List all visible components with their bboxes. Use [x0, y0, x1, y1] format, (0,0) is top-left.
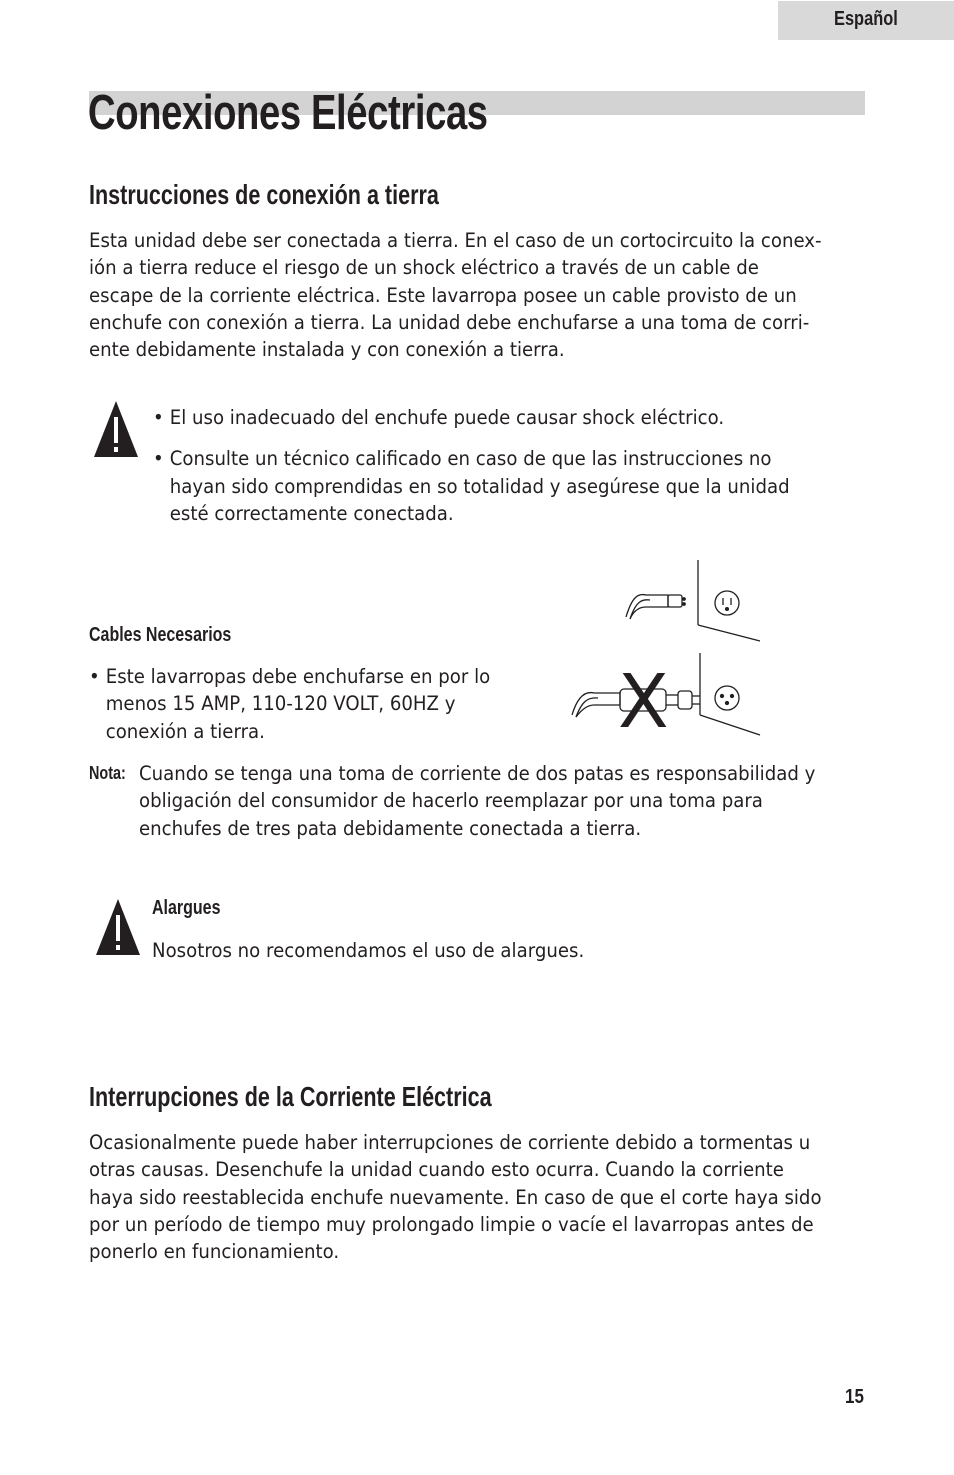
- language-tab: [778, 1, 954, 40]
- warning-triangle-icon: [92, 399, 140, 459]
- grounding-paragraph: [89, 227, 861, 363]
- note-line: enchufes de tres pata debidamente conectada a tierra.: [139, 816, 642, 840]
- grounding-line: ión a tierra reduce el riesgo de un shock eléctrico a través de un cable de: [89, 256, 759, 280]
- plug-outlet-illustration: [560, 555, 770, 740]
- page-title: Conexiones Eléctricas: [88, 86, 488, 140]
- note-paragraph: [139, 760, 864, 842]
- warning-triangle-icon: [94, 897, 142, 957]
- warning-list: [153, 404, 841, 527]
- note-line: Cuando se tenga una toma de corriente de dos patas es responsabilidad y: [139, 762, 816, 785]
- cables-bullet: [89, 663, 517, 745]
- interruptions-line: ponerlo en funcionamiento.: [89, 1240, 340, 1264]
- language-label: Español: [834, 8, 898, 30]
- grounding-line: ente debidamente instalada y con conexión a tierra.: [89, 338, 565, 362]
- interruptions-line: haya sido reestablecida enchufe nuevamente. En caso de que el corte haya sido: [89, 1185, 822, 1209]
- interruptions-line: otras causas. Desenchufe la unidad cuando esto ocurra. Cuando la corriente: [89, 1158, 784, 1182]
- extension-heading: Alargues: [152, 897, 221, 919]
- interruptions-line: por un período de tiempo muy prolongado limpie o vacíe el lavarropas antes de: [89, 1212, 814, 1236]
- cables-bullet-line: menos 15 AMP, 110-120 VOLT, 60HZ y: [105, 692, 456, 716]
- warning-bullet-line: • Consulte un técnico calificado en caso de que las instrucciones no: [169, 447, 772, 471]
- warning-bullet-text: El uso inadecuado del enchufe puede causar shock eléctrico.: [169, 406, 725, 429]
- grounding-line: Esta unidad debe ser conectada a tierra. En el caso de un cortocircuito la conex-: [89, 229, 822, 252]
- cables-bullet-line: conexión a tierra.: [105, 719, 265, 743]
- grounding-line: enchufe con conexión a tierra. La unidad debe enchufarse a una toma de corri-: [89, 310, 810, 334]
- wrong-mark: X: [618, 659, 669, 740]
- warning-bullet: [153, 404, 841, 431]
- cables-bullet-line: • Este lavarropas debe enchufarse en por lo: [105, 665, 491, 688]
- extension-text: Nosotros no recomendamos el uso de alargues.: [152, 939, 585, 962]
- note-label: Nota:: [89, 763, 126, 783]
- warning-bullet-line: hayan sido comprendidas en so totalidad y asegúrese que la unidad: [169, 474, 790, 498]
- warning-bullet: [153, 445, 841, 527]
- correct-plug-icon: [626, 560, 760, 641]
- grounding-heading: Instrucciones de conexión a tierra: [89, 179, 439, 210]
- interruptions-paragraph: [89, 1129, 861, 1265]
- cables-list: [89, 663, 517, 745]
- interruptions-line: Ocasionalmente puede haber interrupciones de corriente debido a tormentas u: [89, 1131, 811, 1154]
- grounding-line: escape de la corriente eléctrica. Este lavarropa posee un cable provisto de un: [89, 283, 797, 307]
- note-line: obligación del consumidor de hacerlo reemplazar por una toma para: [139, 789, 763, 813]
- page-number: 15: [845, 1386, 864, 1408]
- interruptions-heading: Interrupciones de la Corriente Eléctrica: [89, 1081, 492, 1112]
- cables-heading: Cables Necesarios: [89, 624, 232, 646]
- warning-bullet-line: esté correctamente conectada.: [169, 501, 454, 525]
